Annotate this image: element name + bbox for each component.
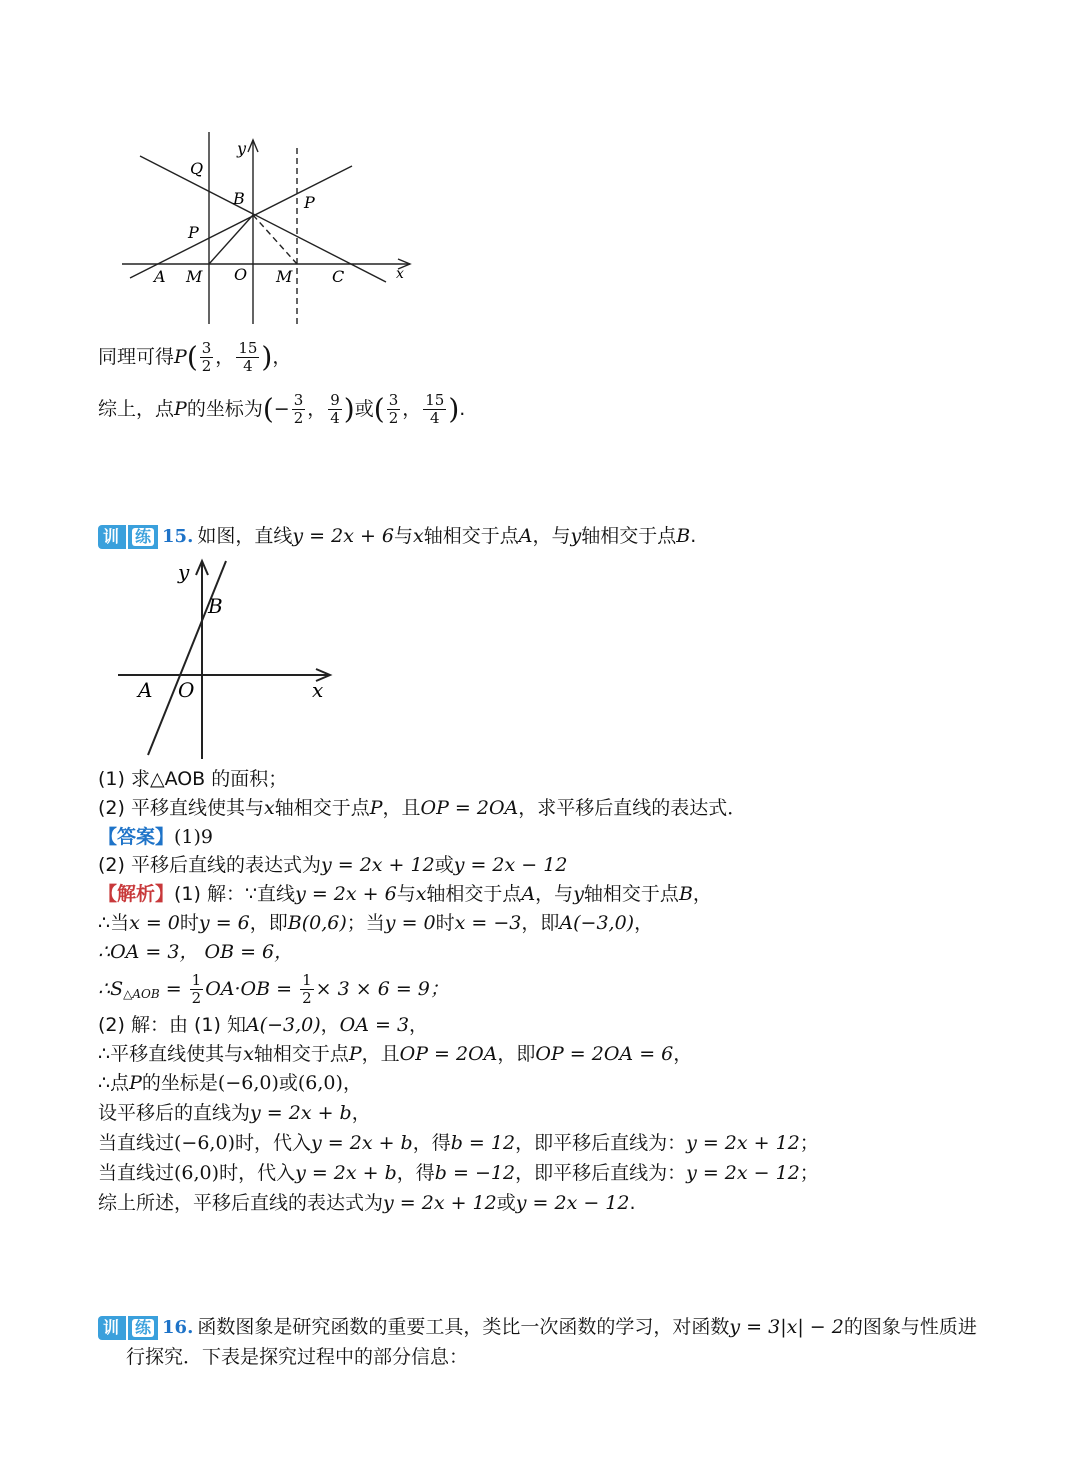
problem-number: 16. (162, 1316, 194, 1338)
point: (−6,0) (217, 1072, 279, 1094)
text: ∴平移直线使其与 (98, 1043, 244, 1065)
training-badge (98, 525, 193, 549)
text: ，且 (382, 797, 421, 819)
text: ； (799, 1162, 819, 1184)
text: 轴相交于点 (581, 525, 677, 547)
text: ， (342, 1072, 362, 1094)
q15-part1: (1) 求△AOB 的面积； (98, 768, 288, 790)
equation: y = 2x − 12 (453, 854, 568, 876)
point: A(−3,0) (559, 912, 635, 934)
var: P (369, 797, 383, 819)
fig1-label-c: C (332, 267, 345, 286)
text: ； (799, 1132, 819, 1154)
solution-line-8 (98, 1100, 371, 1126)
text: ， (320, 1014, 340, 1036)
figure-2-line-graph (112, 555, 352, 760)
text: 函数图象是研究函数的重要工具，类比一次函数的学习，对函数 (197, 1316, 730, 1338)
equation: b = 12 (450, 1132, 516, 1154)
var: y (570, 525, 582, 547)
fig1-label-m-right: M (276, 267, 293, 286)
text: ，且 (361, 1043, 400, 1065)
text: 轴相交于点 (274, 797, 370, 819)
equation: y = 2x + 12 (686, 1132, 800, 1154)
fraction (236, 340, 259, 375)
fig1-label-a: A (154, 267, 166, 286)
text: 当直线过 (98, 1162, 175, 1184)
fig2-label-a: A (138, 678, 153, 702)
fraction (423, 392, 446, 427)
badge-char: 练 (132, 528, 154, 546)
denominator: 4 (330, 409, 340, 427)
answer-line-2 (98, 852, 567, 878)
comma: ， (272, 346, 292, 368)
figure-1-coordinate-diagram (110, 128, 430, 328)
fraction (300, 972, 314, 1007)
text: 轴相交于点 (583, 883, 679, 905)
point-p: P (174, 398, 187, 420)
text: 轴相交于点 (426, 883, 522, 905)
point-p: P (174, 346, 187, 368)
text: 时，代入 (234, 1132, 311, 1154)
equation: y = 2x − 12 (686, 1162, 800, 1184)
denominator: 2 (201, 357, 212, 375)
text: 时，代入 (219, 1162, 296, 1184)
expression: × 3 × 6 = 9； (315, 978, 449, 1000)
text: (1) 解：∵直线 (174, 883, 296, 905)
numerator: 1 (191, 971, 202, 989)
equation: OP = 2OA (399, 1043, 498, 1065)
var: B (676, 525, 691, 547)
text: ，得 (412, 1132, 451, 1154)
comma: ， (402, 398, 422, 420)
fig1-label-q: Q (190, 159, 204, 178)
fig1-label-y: y (237, 139, 247, 158)
text: ；当 (346, 912, 385, 934)
equation: y = 2x + b (250, 1102, 352, 1124)
denominator: 4 (243, 357, 253, 375)
answer-tag: 【答案】 (98, 826, 175, 848)
var: y (573, 883, 584, 905)
text: ∴点 (98, 1072, 130, 1094)
equation: OA = 3 (339, 1014, 410, 1036)
text: ，即 (521, 912, 560, 934)
numerator: 3 (293, 391, 304, 409)
var: x (243, 1043, 254, 1065)
text: ，即平移后直线为： (515, 1162, 687, 1184)
text: ，即 (249, 912, 288, 934)
denominator: 2 (302, 989, 312, 1007)
text: 轴相交于点 (253, 1043, 349, 1065)
equation: y = 6 (198, 912, 250, 934)
area-symbol: ∴S (98, 978, 124, 1000)
point: B(0,6) (287, 912, 347, 934)
text: 综上，点 (98, 398, 175, 420)
fig2-label-o: O (178, 678, 195, 702)
answer-value: (1)9 (174, 826, 214, 848)
text: . (629, 1192, 636, 1214)
text: 的图象与性质进 (843, 1316, 977, 1338)
fraction (328, 392, 342, 427)
result-line-2: 综上，点P的坐标为(− $\frac{3}{2}$ ， $\frac{9}{4}$ )或( $\frac{3}{2}$ ， $\frac{15}{4}$ ). (98, 391, 466, 427)
text: 或 (496, 1192, 516, 1214)
text: 的坐标为 (186, 398, 263, 420)
equation: y = 2x + b (295, 1162, 397, 1184)
text: (2) 平移后直线的表达式为 (98, 854, 321, 876)
fig1-label-p-left: P (188, 223, 199, 242)
denominator: 2 (293, 409, 304, 427)
equation: y = 2x + 6 (292, 525, 394, 547)
problem-16-stem (98, 1314, 977, 1340)
solution-line-9 (98, 1130, 819, 1156)
text: ， (673, 1043, 693, 1065)
fraction (190, 972, 204, 1007)
text: ，求平移后直线的表达式． (518, 797, 747, 819)
text: ，即 (497, 1043, 536, 1065)
subscript: △AOB (123, 987, 160, 1001)
var: x (415, 883, 427, 905)
var: B (678, 883, 693, 905)
text: ，与 (532, 525, 571, 547)
point: (−6,0) (174, 1132, 235, 1154)
text: 时 (179, 912, 199, 934)
equation: y = 2x − 12 (515, 1192, 630, 1214)
solution-line-7 (98, 1070, 362, 1096)
badge-char: 训 (98, 1316, 126, 1340)
numerator: 1 (302, 971, 312, 989)
analysis-tag: 【解析】 (98, 883, 175, 905)
numerator: 9 (330, 391, 340, 409)
expression: OA·OB = (205, 978, 299, 1000)
text: 或 (434, 854, 454, 876)
text: 与 (394, 525, 414, 547)
equation: OP = 2OA (420, 797, 519, 819)
text: (2) 解：由 (1) 知 (98, 1014, 246, 1036)
comma: ， (307, 398, 327, 420)
text: 时 (435, 912, 455, 934)
equation: OP = 2OA = 6 (535, 1043, 674, 1065)
text: . (690, 525, 697, 547)
problem-number: 15. (162, 525, 194, 547)
fig1-label-o: O (234, 265, 248, 284)
fraction (292, 392, 306, 427)
text: ，得 (396, 1162, 435, 1184)
equation: x = 0 (129, 912, 180, 934)
solution-line-1 (98, 881, 712, 907)
answer-line-1 (98, 824, 213, 850)
q15-part2 (98, 795, 746, 821)
denominator: 4 (430, 409, 440, 427)
text: (2) 平移直线使其与 (98, 797, 264, 819)
text: 设平移后的直线为 (98, 1102, 251, 1124)
text: ， (692, 883, 712, 905)
solution-line-10 (98, 1160, 819, 1186)
text: ， (351, 1102, 371, 1124)
denominator: 2 (191, 989, 202, 1007)
solution-line-2 (98, 910, 653, 936)
text: ∴当 (98, 912, 130, 934)
text: 综上所述，平移后直线的表达式为 (98, 1192, 384, 1214)
numerator: 3 (201, 339, 212, 357)
var: x (413, 525, 424, 547)
equation: b = −12 (434, 1162, 516, 1184)
var: A (521, 883, 536, 905)
solution-line-3: ∴OA = 3， OB = 6， (98, 941, 294, 963)
problem-15-stem (98, 523, 696, 549)
fig1-label-p-right: P (304, 193, 315, 212)
period: . (459, 398, 466, 420)
training-badge (98, 1316, 193, 1340)
equals: = (159, 978, 188, 1000)
text: ，与 (535, 883, 574, 905)
solution-line-5 (98, 1012, 428, 1038)
text: ， (409, 1014, 429, 1036)
solution-line-6 (98, 1041, 692, 1067)
fig2-label-b: B (208, 594, 223, 618)
equation: y = 3|x| − 2 (729, 1316, 844, 1338)
fraction (200, 340, 214, 375)
solution-line-11 (98, 1190, 636, 1216)
badge-char: 训 (98, 525, 126, 549)
text: 同理可得 (98, 346, 175, 368)
comma: ， (215, 346, 235, 368)
numerator: 15 (238, 339, 258, 357)
fig1-label-x: x (396, 266, 404, 282)
text: 轴相交于点 (423, 525, 519, 547)
equation: y = 2x + 12 (320, 854, 435, 876)
denominator: 2 (388, 409, 399, 427)
minus-sign: − (273, 398, 290, 420)
text-or: 或 (354, 398, 374, 420)
point: (6,0) (174, 1162, 220, 1184)
fig2-label-y: y (178, 560, 190, 584)
point: (6,0) (297, 1072, 343, 1094)
text: 或 (278, 1072, 298, 1094)
text: 如图，直线 (197, 525, 293, 547)
text: 与 (396, 883, 416, 905)
equation: x = −3 (454, 912, 522, 934)
equation: y = 2x + b (311, 1132, 413, 1154)
fraction (387, 392, 401, 427)
solution-line-4 (98, 972, 449, 1007)
equation: y = 2x + 12 (383, 1192, 497, 1214)
fig1-label-b: B (233, 189, 245, 208)
badge-char: 练 (132, 1319, 154, 1337)
text: 当直线过 (98, 1132, 175, 1154)
numerator: 15 (425, 391, 445, 409)
var: P (348, 1043, 362, 1065)
text: 的坐标是 (141, 1072, 218, 1094)
problem-16-stem-line-2: 行探究．下表是探究过程中的部分信息： (126, 1346, 469, 1368)
text: ， (634, 912, 654, 934)
equation: y = 0 (384, 912, 436, 934)
numerator: 3 (388, 391, 399, 409)
point: A(−3,0) (245, 1014, 321, 1036)
equation: y = 2x + 6 (295, 883, 397, 905)
fig2-label-x: x (312, 678, 324, 702)
result-line-1: 同理可得P( $\frac{3}{2}$ ， $\frac{15}{4}$ )， (98, 339, 292, 375)
var: P (129, 1072, 142, 1094)
var: A (518, 525, 533, 547)
text: ，即平移后直线为： (515, 1132, 687, 1154)
fig1-label-m-left: M (186, 267, 203, 286)
var: x (263, 797, 275, 819)
